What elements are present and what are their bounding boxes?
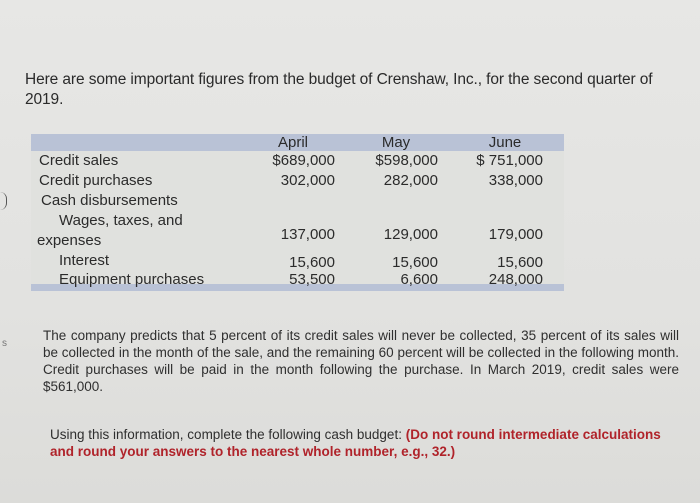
cell-equipment-april: 53,500 — [289, 271, 335, 288]
cell-equipment-may: 6,600 — [400, 271, 438, 288]
row-label-credit-purchases: Credit purchases — [39, 172, 153, 189]
cell-credit-sales-april: $689,000 — [272, 152, 335, 169]
instructions-paragraph — [50, 426, 680, 460]
cell-credit-sales-june: $ 751,000 — [476, 152, 543, 169]
cell-wages-june: 179,000 — [488, 226, 543, 243]
row-label-expenses: expenses — [37, 232, 102, 249]
budget-table — [31, 134, 564, 291]
assumptions-paragraph: The company predicts that 5 percent of its credit sales will never be collected, 35 percent of its sales will be collected in the month of the sale, and the remaining 60 percent will be collected in the following month. Credit purchases will be paid in the month following the purchase. In March 2019, credit sales were $561,000. — [43, 328, 679, 394]
cell-credit-purchases-april: 302,000 — [280, 172, 335, 189]
cell-credit-purchases-june: 338,000 — [488, 172, 543, 189]
row-label-wages-taxes: Wages, taxes, and — [59, 212, 183, 229]
row-label-credit-sales: Credit sales — [39, 152, 119, 169]
cell-equipment-june: 248,000 — [488, 271, 543, 288]
margin-bracket-mark — [0, 192, 7, 210]
row-label-equipment-purchases: Equipment purchases — [59, 271, 205, 288]
margin-letter: s — [2, 338, 7, 349]
intro-text: Here are some important figures from the budget of Crenshaw, Inc., for the second quarter of 2019. — [25, 71, 653, 108]
cell-wages-april: 137,000 — [280, 226, 335, 243]
column-header-june: June — [488, 134, 522, 151]
column-header-april: April — [277, 134, 308, 151]
cell-credit-purchases-may: 282,000 — [383, 172, 438, 189]
cell-interest-april: 15,600 — [289, 254, 335, 271]
row-label-cash-disbursements: Cash disbursements — [41, 192, 178, 209]
rounding-instruction: (Do not round intermediate calculations and round your answers to the nearest whole number, e.g., 32.) — [50, 427, 661, 459]
row-label-interest: Interest — [59, 252, 110, 269]
cell-interest-june: 15,600 — [497, 254, 543, 271]
cell-wages-may: 129,000 — [383, 226, 438, 243]
column-header-may: May — [381, 134, 411, 151]
cell-interest-may: 15,600 — [392, 254, 438, 271]
instructions-text: Using this information, complete the following cash budget: — [50, 427, 406, 442]
cell-credit-sales-may: $598,000 — [375, 152, 438, 169]
